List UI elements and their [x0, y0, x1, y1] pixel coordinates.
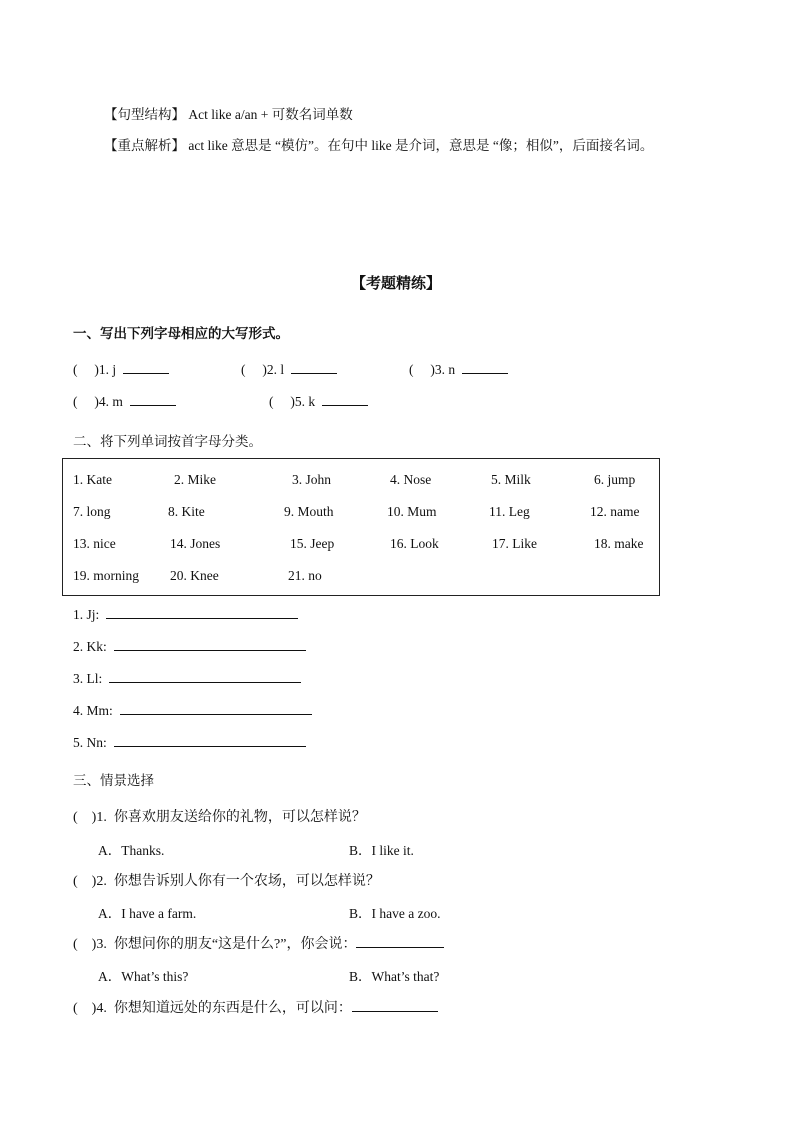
answer-line-mm: [73, 701, 312, 719]
answer-blank[interactable]: [352, 998, 438, 1012]
word-item: 13. nice: [73, 536, 116, 551]
answer-blank[interactable]: [114, 637, 306, 651]
word-item: 8. Kite: [168, 504, 205, 519]
question-text: 你想告诉别人你有一个农场，可以怎样说？: [113, 874, 380, 889]
question-text: 你喜欢朋友送给你的礼物，可以怎样说？: [113, 810, 366, 825]
answer-label: 1. Jj:: [73, 607, 100, 622]
option-b[interactable]: B．I like it.: [349, 843, 414, 858]
structure-label: 【句型结构】: [104, 107, 185, 122]
letter-item-1: ( )1. j: [73, 360, 169, 378]
letter-item-3: ( )3. n: [409, 360, 508, 378]
letter-item-label: 3. n: [434, 362, 456, 377]
section3-heading: 三、情景选择: [73, 773, 154, 788]
word-item: 14. Jones: [170, 536, 221, 551]
answer-blank[interactable]: [123, 360, 169, 374]
answer-label: 5. Nn:: [73, 735, 107, 750]
answer-blank[interactable]: [114, 733, 306, 747]
question-4: ( )4. 你想知道远处的东西是什么，可以问：: [73, 997, 438, 1017]
exercise-title: 【考题精练】: [351, 276, 442, 292]
question-1: ( )1. 你喜欢朋友送给你的礼物，可以怎样说？: [73, 810, 366, 825]
answer-label: 4. Mm:: [73, 703, 113, 718]
word-item: 10. Mum: [387, 504, 437, 519]
option-a[interactable]: A．I have a farm.: [98, 906, 197, 921]
structure-text: Act like a/an + 可数名词单数: [188, 107, 353, 122]
question-2: ( )2. 你想告诉别人你有一个农场，可以怎样说？: [73, 874, 380, 889]
answer-blank[interactable]: [120, 701, 312, 715]
letter-item-label: 1. j: [98, 362, 117, 377]
letter-item-2: ( )2. l: [241, 360, 337, 378]
question-number: )3.: [91, 937, 107, 952]
word-item: 20. Knee: [170, 568, 219, 583]
answer-line-nn: [73, 733, 306, 751]
question-number: )4.: [91, 1001, 107, 1016]
answer-blank[interactable]: [462, 360, 508, 374]
letter-item-label: 4. m: [98, 394, 123, 409]
answer-blank[interactable]: [356, 934, 444, 948]
analysis-line: [104, 134, 653, 154]
analysis-text: act like 意思是 “模仿”。在句中 like 是介词，意思是 “像；相似”，后面接名词。: [188, 138, 654, 153]
answer-line-kk: [73, 637, 306, 655]
word-item: 5. Milk: [491, 472, 531, 487]
option-a[interactable]: A．Thanks.: [98, 843, 165, 858]
answer-blank[interactable]: [322, 392, 368, 406]
analysis-label: 【重点解析】: [104, 138, 185, 153]
word-item: 19. morning: [73, 568, 139, 583]
answer-blank[interactable]: [291, 360, 337, 374]
word-item: 6. jump: [594, 472, 636, 487]
letter-item-4: ( )4. m: [73, 392, 176, 410]
answer-line-ll: [73, 669, 301, 687]
word-item: 18. make: [594, 536, 644, 551]
answer-line-jj: [73, 605, 298, 623]
section1-heading: 一、写出下列字母相应的大写形式。: [73, 326, 289, 341]
word-item: 16. Look: [390, 536, 439, 551]
question-number: )1.: [91, 810, 107, 825]
letter-item-label: 2. l: [266, 362, 285, 377]
question-3: ( )3. 你想问你的朋友“这是什么?”，你会说：: [73, 933, 444, 953]
question-text: 你想问你的朋友“这是什么?”，你会说：: [113, 937, 357, 952]
section2-heading: 二、将下列单词按首字母分类。: [73, 434, 262, 449]
word-box: [62, 458, 660, 596]
word-item: 17. Like: [492, 536, 537, 551]
answer-blank[interactable]: [106, 605, 298, 619]
question-number: )2.: [91, 874, 107, 889]
option-a[interactable]: A．What’s this?: [98, 969, 189, 984]
word-item: 12. name: [590, 504, 640, 519]
word-item: 4. Nose: [390, 472, 432, 487]
question-text: 你想知道远处的东西是什么，可以问：: [113, 1001, 352, 1016]
word-item: 9. Mouth: [284, 504, 334, 519]
word-item: 11. Leg: [489, 504, 530, 519]
answer-blank[interactable]: [109, 669, 301, 683]
word-item: 2. Mike: [174, 472, 216, 487]
word-item: 3. John: [292, 472, 332, 487]
word-item: 15. Jeep: [290, 536, 335, 551]
letter-item-label: 5. k: [294, 394, 316, 409]
word-item: 7. long: [73, 504, 111, 519]
structure-line: [104, 103, 353, 123]
answer-label: 3. Ll:: [73, 671, 103, 686]
option-b[interactable]: B．What’s that?: [349, 969, 440, 984]
option-b[interactable]: B．I have a zoo.: [349, 906, 441, 921]
answer-label: 2. Kk:: [73, 639, 107, 654]
word-item: 21. no: [288, 568, 322, 583]
answer-blank[interactable]: [130, 392, 176, 406]
letter-item-5: ( )5. k: [269, 392, 368, 410]
word-item: 1. Kate: [73, 472, 112, 487]
